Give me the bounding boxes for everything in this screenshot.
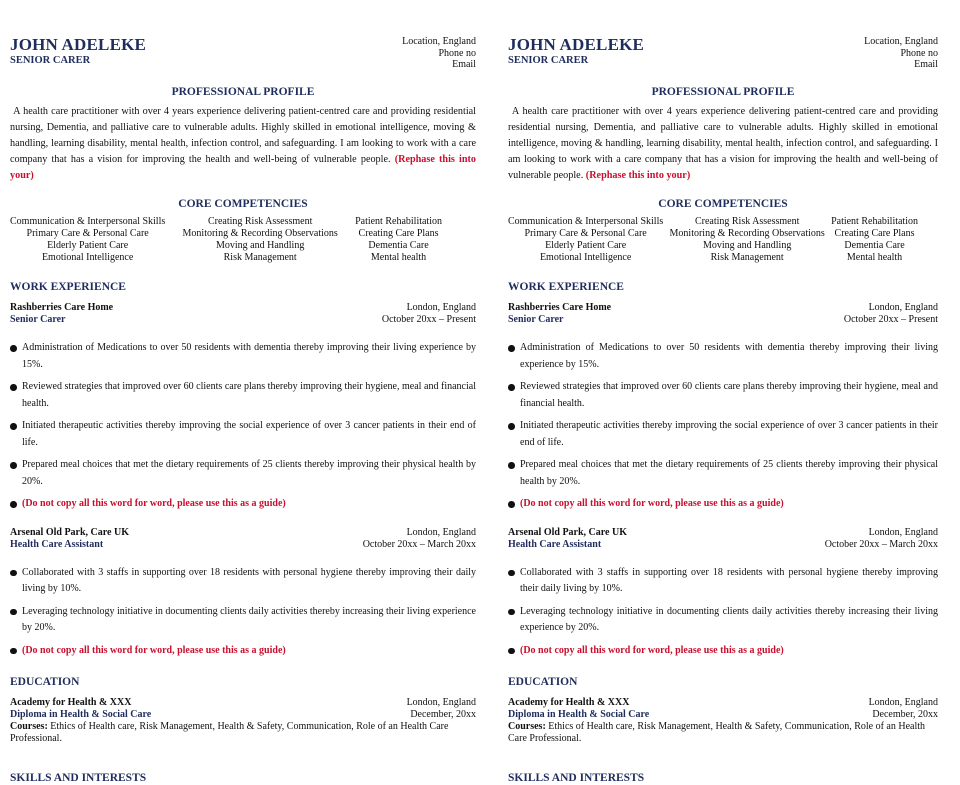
list-item: Prepared meal choices that met the dietary requirements of 25 clients thereby improving their physical health by 20%. bbox=[508, 457, 938, 490]
skills-heading: SKILLS AND INTERESTS bbox=[508, 772, 645, 784]
competency-item: Monitoring & Recording Observations bbox=[182, 228, 338, 239]
candidate-title: SENIOR CARER bbox=[10, 55, 91, 66]
profile-body: A health care practitioner with over 4 years experience delivering patient-centred care and providing residential nursing, Dementia, and palliative care to vulnerable adults. Highly skilled in emotional intelligence, moving & handling, learning disability, mental health, infection control, and safeguarding. I am looking to work with a care company that has a vision for improving the health and well-being of vulnerable people. bbox=[10, 106, 477, 165]
education-date: December, 20xx bbox=[872, 709, 938, 720]
competency-item: Monitoring & Recording Observations bbox=[669, 228, 825, 239]
job-2-role: Health Care Assistant bbox=[10, 538, 104, 550]
education-courses bbox=[10, 721, 476, 745]
courses-label: Courses: bbox=[508, 721, 546, 732]
competency-item: Creating Care Plans bbox=[834, 228, 915, 239]
job-2-location: London, England bbox=[406, 526, 476, 538]
list-item: Administration of Medications to over 50 residents with dementia thereby improving their living experience by 15%. bbox=[508, 340, 938, 373]
education-heading: EDUCATION bbox=[10, 676, 80, 688]
job-2-role: Health Care Assistant bbox=[508, 538, 602, 550]
contact-email: Email bbox=[452, 59, 476, 70]
resume-header bbox=[10, 36, 476, 72]
skills-heading: SKILLS AND INTERESTS bbox=[10, 772, 147, 784]
profile-heading: PROFESSIONAL PROFILE bbox=[171, 86, 315, 98]
competency-item: Communication & Interpersonal Skills bbox=[508, 216, 664, 227]
competency-item: Emotional Intelligence bbox=[41, 252, 134, 263]
competencies-col-1 bbox=[10, 216, 165, 264]
competencies-col-1 bbox=[508, 216, 663, 264]
competency-item: Primary Care & Personal Care bbox=[524, 228, 647, 239]
competency-item: Moving and Handling bbox=[703, 240, 792, 251]
competency-item: Primary Care & Personal Care bbox=[26, 228, 149, 239]
candidate-name: JOHN ADELEKE bbox=[10, 35, 147, 54]
job-1-company: Rashberries Care Home bbox=[10, 302, 114, 313]
competency-item: Patient Rehabilitation bbox=[831, 216, 918, 227]
job-2-company: Arsenal Old Park, Care UK bbox=[508, 526, 627, 538]
job-1-dates: October 20xx – Present bbox=[381, 314, 476, 325]
competency-item: Dementia Care bbox=[368, 240, 429, 251]
resume-page-right bbox=[508, 0, 938, 784]
courses-text: Ethics of Health care, Risk Management, Health & Safety, Communication, Role of an Health Care Professional. bbox=[10, 721, 449, 744]
list-item: Collaborated with 3 staffs in supporting over 18 residents with personal hygiene thereby improving their daily living by 10%. bbox=[10, 565, 476, 598]
list-item: Initiated therapeutic activities thereby improving the social experience of over 3 cancer patients in their end of life. bbox=[508, 418, 938, 451]
job-2-dates: October 20xx – March 20xx bbox=[362, 538, 476, 550]
job-1-role: Senior Carer bbox=[10, 314, 66, 325]
job-1-location: London, England bbox=[406, 302, 476, 313]
list-item: Collaborated with 3 staffs in supporting over 18 residents with personal hygiene thereby improving their daily living by 10%. bbox=[508, 565, 938, 598]
education-courses bbox=[508, 721, 938, 745]
job-2-dates: October 20xx – March 20xx bbox=[824, 538, 938, 550]
competency-item: Risk Management bbox=[710, 252, 784, 263]
contact-block bbox=[402, 36, 476, 71]
job-1-note: (Do not copy all this word for word, please use this as a guide) bbox=[508, 496, 938, 513]
competency-item: Patient Rehabilitation bbox=[355, 216, 442, 227]
job-1-company: Rashberries Care Home bbox=[508, 302, 612, 313]
job-1-role: Senior Carer bbox=[508, 314, 564, 325]
job-2-header bbox=[508, 527, 938, 551]
education-location: London, England bbox=[406, 697, 476, 708]
competency-item: Emotional Intelligence bbox=[539, 252, 632, 263]
competency-item: Dementia Care bbox=[844, 240, 905, 251]
contact-location: Location, England bbox=[864, 36, 938, 47]
job-1-note: (Do not copy all this word for word, please use this as a guide) bbox=[10, 496, 476, 513]
education-entry bbox=[508, 697, 938, 745]
candidate-title: SENIOR CARER bbox=[508, 55, 589, 66]
job-1-bullets bbox=[10, 340, 476, 513]
education-degree: Diploma in Health & Social Care bbox=[508, 709, 650, 720]
list-item: Reviewed strategies that improved over 60 clients care plans thereby improving their hygiene, meal and financial health. bbox=[10, 379, 476, 412]
job-2-location: London, England bbox=[868, 526, 938, 538]
list-item: Administration of Medications to over 50 residents with dementia thereby improving their living experience by 15%. bbox=[10, 340, 476, 373]
job-2-bullets bbox=[508, 565, 938, 660]
competency-item: Communication & Interpersonal Skills bbox=[10, 216, 166, 227]
job-2-note: (Do not copy all this word for word, please use this as a guide) bbox=[10, 643, 476, 660]
job-1-bullets bbox=[508, 340, 938, 513]
competency-item: Elderly Patient Care bbox=[47, 240, 129, 251]
contact-location: Location, England bbox=[402, 36, 476, 47]
competency-item: Moving and Handling bbox=[216, 240, 305, 251]
contact-phone: Phone no bbox=[438, 47, 476, 59]
job-1-location: London, England bbox=[868, 302, 938, 313]
education-heading: EDUCATION bbox=[508, 676, 578, 688]
competency-item: Elderly Patient Care bbox=[545, 240, 627, 251]
profile-text bbox=[508, 104, 938, 184]
list-item: Initiated therapeutic activities thereby improving the social experience of over 3 cancer patients in their end of life. bbox=[10, 418, 476, 451]
education-school: Academy for Health & XXX bbox=[508, 697, 630, 708]
competency-item: Creating Risk Assessment bbox=[694, 216, 800, 227]
candidate-name: JOHN ADELEKE bbox=[508, 35, 645, 54]
list-item: Leveraging technology initiative in documenting clients daily activities thereby increasing their living experience by 20%. bbox=[508, 604, 938, 637]
job-1-header bbox=[508, 302, 938, 326]
list-item: Prepared meal choices that met the dietary requirements of 25 clients thereby improving their physical health by 20%. bbox=[10, 457, 476, 490]
education-degree: Diploma in Health & Social Care bbox=[10, 709, 152, 720]
competencies-col-3 bbox=[831, 216, 938, 264]
job-2-bullets bbox=[10, 565, 476, 660]
job-2-note: (Do not copy all this word for word, please use this as a guide) bbox=[508, 643, 938, 660]
profile-note: (Rephase this into your) bbox=[585, 170, 691, 181]
job-2-header bbox=[10, 527, 476, 551]
competencies-heading: CORE COMPETENCIES bbox=[178, 198, 308, 210]
profile-body: A health care practitioner with over 4 years experience delivering patient-centred care and providing residential nursing, Dementia, and palliative care to vulnerable adults. Highly skilled in emotional intelligence, moving & handling, learning disability, mental health, infection control, and safeguarding. I am looking to work with a care company that has a vision for improving the health and well-being of vulnerable people. bbox=[508, 106, 938, 181]
courses-label: Courses: bbox=[10, 721, 48, 732]
competencies-grid bbox=[508, 216, 938, 264]
education-location: London, England bbox=[868, 697, 938, 708]
profile-text bbox=[10, 104, 476, 184]
competency-item: Creating Risk Assessment bbox=[207, 216, 313, 227]
courses-text: Ethics of Health care, Risk Management, Health & Safety, Communication, Role of an Health Care Professional. bbox=[508, 721, 926, 744]
profile-heading: PROFESSIONAL PROFILE bbox=[651, 86, 795, 98]
contact-email: Email bbox=[914, 59, 938, 70]
education-date: December, 20xx bbox=[410, 709, 476, 720]
competency-item: Mental health bbox=[846, 252, 903, 263]
list-item: Leveraging technology initiative in documenting clients daily activities thereby increasing their living experience by 20%. bbox=[10, 604, 476, 637]
education-entry bbox=[10, 697, 476, 745]
resume-page-left bbox=[10, 0, 477, 784]
resume-header bbox=[508, 36, 938, 72]
competencies-col-2 bbox=[183, 216, 338, 264]
work-heading: WORK EXPERIENCE bbox=[10, 281, 126, 293]
job-1-header bbox=[10, 302, 476, 326]
competencies-col-3 bbox=[355, 216, 476, 264]
contact-phone: Phone no bbox=[900, 47, 938, 59]
competencies-heading: CORE COMPETENCIES bbox=[658, 198, 788, 210]
competencies-grid bbox=[10, 216, 476, 264]
education-school: Academy for Health & XXX bbox=[10, 697, 132, 708]
competencies-col-2 bbox=[670, 216, 825, 264]
competency-item: Creating Care Plans bbox=[358, 228, 439, 239]
list-item: Reviewed strategies that improved over 60 clients care plans thereby improving their hygiene, meal and financial health. bbox=[508, 379, 938, 412]
job-1-dates: October 20xx – Present bbox=[843, 314, 938, 325]
contact-block bbox=[864, 36, 938, 71]
work-heading: WORK EXPERIENCE bbox=[508, 281, 624, 293]
competency-item: Mental health bbox=[370, 252, 427, 263]
competency-item: Risk Management bbox=[223, 252, 297, 263]
profile-note: (Rephase this into your) bbox=[10, 154, 476, 181]
job-2-company: Arsenal Old Park, Care UK bbox=[10, 526, 129, 538]
